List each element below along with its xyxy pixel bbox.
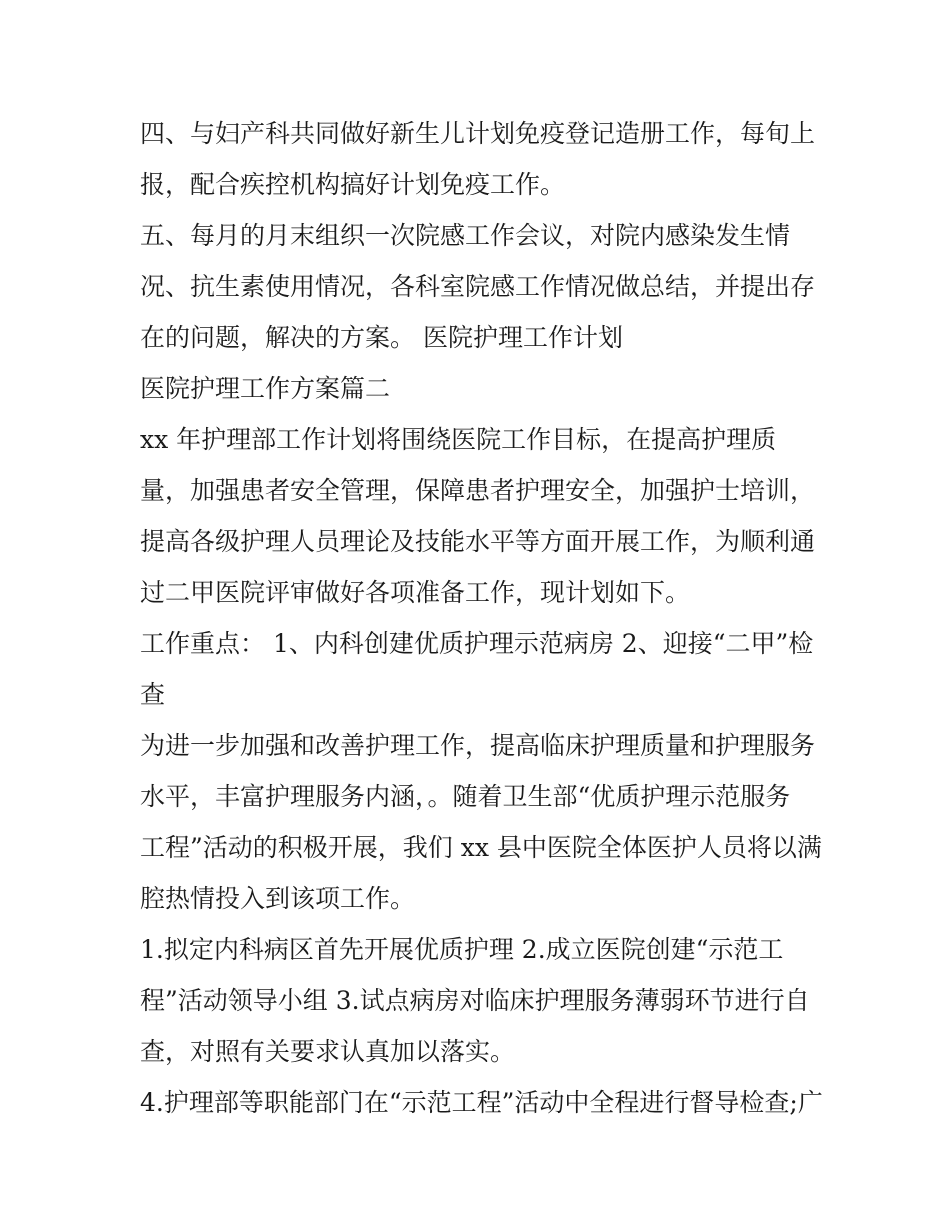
text-line: 在的问题，解决的方案。 医院护理工作计划 [140, 323, 623, 352]
text-line: 五、每月的月末组织一次院感工作会议，对院内感染发生情 [140, 221, 791, 250]
text-line: 查 [140, 680, 166, 709]
text-line: 量，加强患者安全管理，保障患者护理安全，加强护士培训， [140, 476, 816, 505]
text-line: 程”活动领导小组 3.试点病房对临床护理服务薄弱环节进行自 [140, 986, 810, 1015]
text-line: 报，配合疾控机构搞好计划免疫工作。 [140, 170, 566, 199]
text-line: xx 年护理部工作计划将围绕医院工作目标，在提高护理质 [140, 425, 777, 454]
section-heading: 医院护理工作方案篇二 [140, 374, 391, 403]
text-line: 水平，丰富护理服务内涵，。随着卫生部“优质护理示范服务 [140, 782, 791, 811]
text-line: 工作重点： 1、内科创建优质护理示范病房 2、迎接“二甲”检 [140, 629, 814, 658]
text-line: 腔热情投入到该项工作。 [140, 884, 416, 913]
text-line: 四、与妇产科共同做好新生儿计划免疫登记造册工作，每旬上 [140, 119, 816, 148]
text-line: 为进一步加强和改善护理工作，提高临床护理质量和护理服务 [140, 731, 816, 760]
text-line: 提高各级护理人员理论及技能水平等方面开展工作，为顺利通 [140, 527, 816, 556]
text-line: 4.护理部等职能部门在“示范工程”活动中全程进行督导检查;广 [140, 1088, 823, 1117]
text-line: 1.拟定内科病区首先开展优质护理 2.成立医院创建“示范工 [140, 935, 784, 964]
document-body [140, 108, 830, 1128]
text-line: 过二甲医院评审做好各项准备工作，现计划如下。 [140, 578, 691, 607]
text-line: 况、抗生素使用情况，各科室院感工作情况做总结，并提出存 [140, 272, 816, 301]
text-line: 工程”活动的积极开展，我们 xx 县中医院全体医护人员将以满 [140, 833, 822, 862]
text-line: 查，对照有关要求认真加以落实。 [140, 1037, 516, 1066]
